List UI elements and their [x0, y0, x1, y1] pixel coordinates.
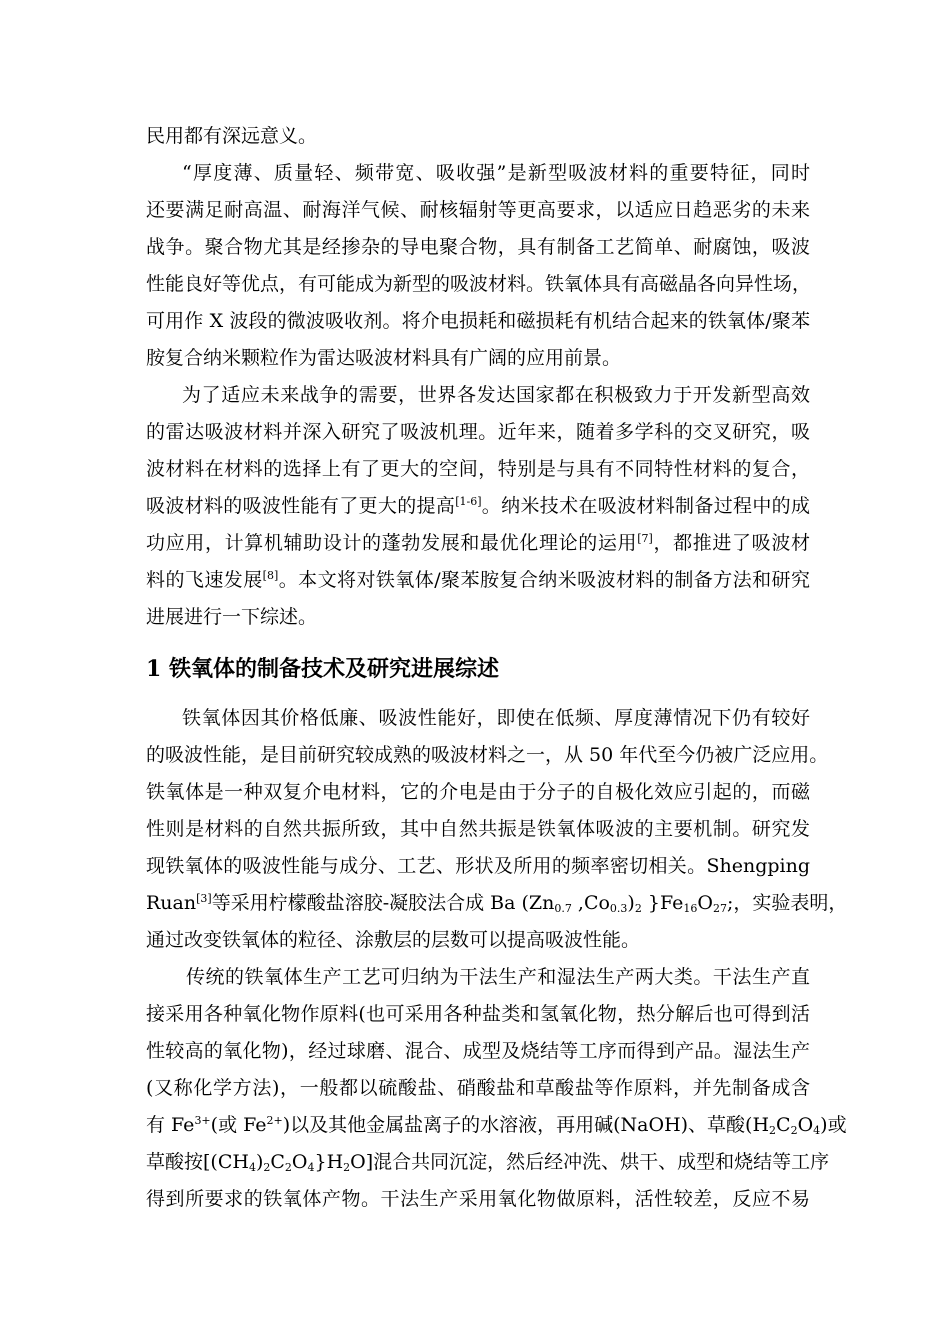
- text-line: 料的飞速发展[8]。本文将对铁氧体/聚苯胺复合纳米吸波材料的制备方法和研究: [146, 569, 810, 591]
- citation: [3]: [196, 892, 212, 905]
- text-line: 现铁氧体的吸波性能与成分、工艺、形状及所用的频率密切相关。Shengping: [146, 855, 810, 877]
- text-line: 得到所要求的铁氧体产物。干法生产采用氧化物做原料，活性较差，反应不易: [146, 1188, 810, 1210]
- text-line: 通过改变铁氧体的粒径、涂敷层的层数可以提高吸波性能。: [146, 929, 641, 951]
- text-line: 吸波材料的吸波性能有了更大的提高[1-6]。纳米技术在吸波材料制备过程中的成: [146, 495, 810, 517]
- text-line: (又称化学方法)，一般都以硫酸盐、硝酸盐和草酸盐等作原料，并先制备成含: [146, 1077, 810, 1099]
- text-line: 进展进行一下综述。: [146, 606, 318, 628]
- text-line: “厚度薄、质量轻、频带宽、吸收强”是新型吸波材料的重要特征，同时: [182, 162, 810, 184]
- text-line: Ruan[3]等采用柠檬酸盐溶胶-凝胶法合成 Ba ($Zn_{0.7}$ $,Co_{0.3})_2$ }$Fe_{16}O_{27}$;，实验表明，: [146, 892, 848, 915]
- text-line: 民用都有深远意义。: [146, 125, 318, 147]
- text-line: 接采用各种氧化物作原料(也可采用各种盐类和氢氧化物，热分解后也可得到活: [146, 1003, 810, 1025]
- text-line: 可用作 X 波段的微波吸收剂。将介电损耗和磁损耗有机结合起来的铁氧体/聚苯: [146, 310, 810, 332]
- text-line: 战争。聚合物尤其是经掺杂的导电聚合物，具有制备工艺简单、耐腐蚀，吸波: [146, 236, 810, 258]
- text-line: 性较高的氧化物)，经过球磨、混合、成型及烧结等工序而得到产品。湿法生产: [146, 1040, 810, 1062]
- text-line: 为了适应未来战争的需要，世界各发达国家都在积极致力于开发新型高效: [182, 384, 810, 406]
- text-line: 传统的铁氧体生产工艺可归纳为干法生产和湿法生产两大类。干法生产直: [186, 966, 810, 988]
- text-line: 草酸按$[(CH_4)_2C_2O_4\}H_2O$]混合共同沉淀，然后经冲洗、烘干、成型和烧结等工序: [146, 1151, 830, 1174]
- text-line: 性则是材料的自然共振所致，其中自然共振是铁氧体吸波的主要机制。研究发: [146, 818, 810, 840]
- text-line: 胺复合纳米颗粒作为雷达吸波材料具有广阔的应用前景。: [146, 347, 622, 369]
- section-heading: 1 铁氧体的制备技术及研究进展综述: [146, 656, 499, 682]
- text-line: 波材料在材料的选择上有了更大的空间，特别是与具有不同特性材料的复合，: [146, 458, 810, 480]
- text-line: 有 $Fe^{3+}$(或 $Fe^{2+}$)以及其他金属盐离子的水溶液，再用碱(NaOH)、草酸$(H_2C_2O_4)$或: [146, 1114, 847, 1137]
- text-line: 的雷达吸波材料并深入研究了吸波机理。近年来，随着多学科的交叉研究，吸: [146, 421, 810, 443]
- citation: [8]: [262, 569, 279, 582]
- text-line: 铁氧体因其价格低廉、吸波性能好，即使在低频、厚度薄情况下仍有较好: [182, 707, 810, 729]
- text-line: 性能良好等优点，有可能成为新型的吸波材料。铁氧体具有高磁晶各向异性场，: [146, 273, 812, 295]
- text-line: 铁氧体是一种双复介电材料，它的介电是由于分子的自极化效应引起的，而磁: [146, 781, 810, 803]
- citation: [1-6]: [455, 495, 482, 508]
- text-line: 的吸波性能，是目前研究较成熟的吸波材料之一，从 50 年代至今仍被广泛应用。: [146, 744, 829, 766]
- text-line: 还要满足耐高温、耐海洋气候、耐核辐射等更高要求，以适应日趋恶劣的未来: [146, 199, 810, 221]
- citation: [7]: [637, 532, 653, 545]
- text-line: 功应用，计算机辅助设计的蓬勃发展和最优化理论的运用[7]，都推进了吸波材: [146, 532, 810, 554]
